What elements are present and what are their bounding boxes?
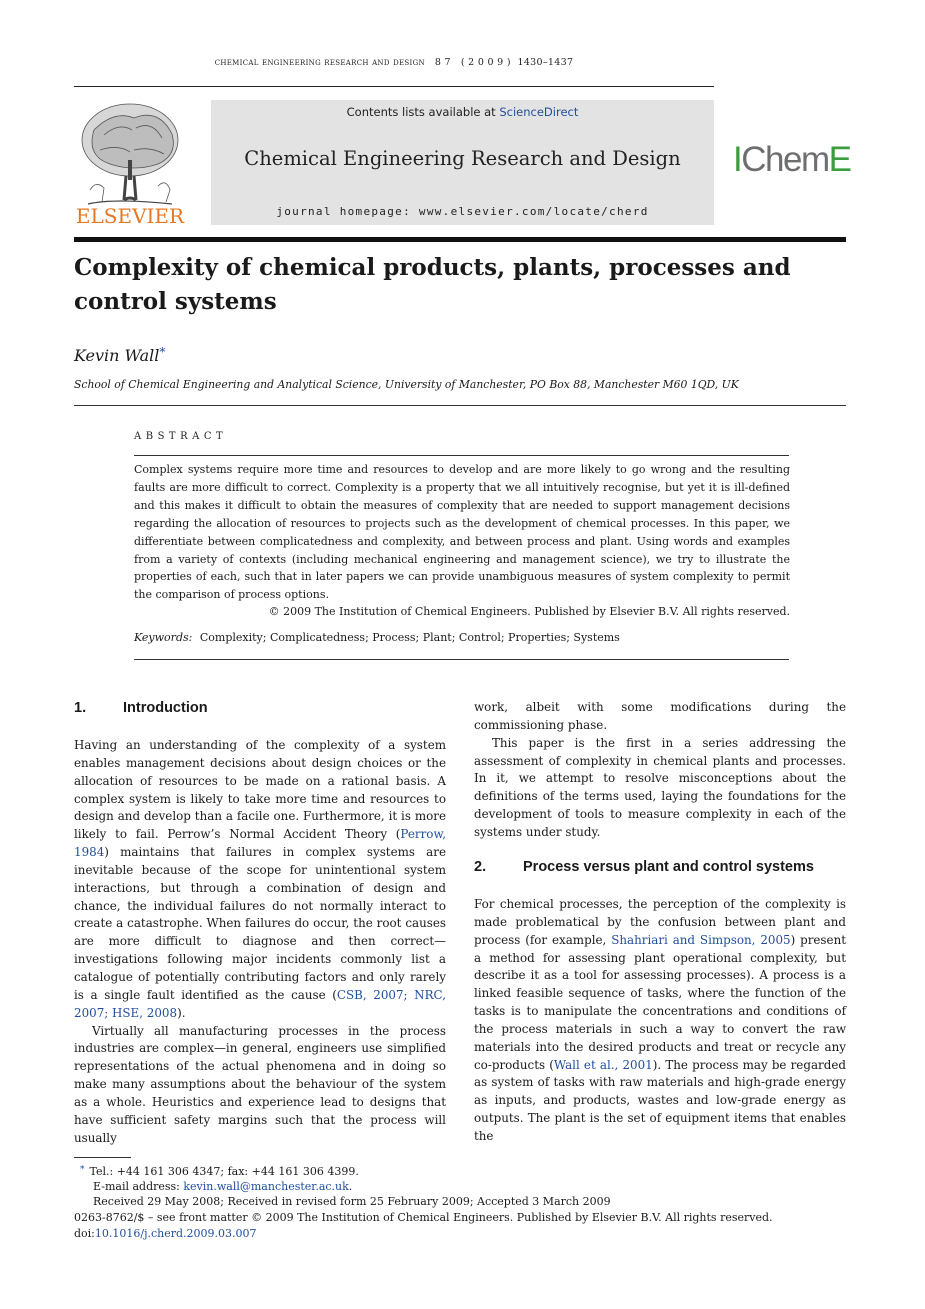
running-head-rule	[74, 86, 714, 87]
footnote-rule	[74, 1157, 131, 1158]
ref-perrow-1984[interactable]: Perrow, 1984	[74, 827, 446, 860]
author-footnote-mark[interactable]: *	[159, 345, 166, 359]
section-2-paragraph-1: For chemical processes, the perception of the complexity is made problematical by the confusion between plant and process (for example, Shahriari and Simpson, 2005) present a method for assessing plant operational complexity, but describe it as a tool for assessing processes). A process is a linked feasible sequence of tasks, where the function of the tasks is to manipulate the concentrations and conditions of the process materials in such a way to convert the raw materials into the desired products and treat or recycle any co-products (Wall et al., 2001). The process may be regarded as system of tasks with raw materials and high-grade energy as inputs, and products, wastes and low-grade energy as outputs. The plant is the set of equipment items that enables the	[474, 897, 847, 1143]
running-head-journal: chemical engineering research and design	[214, 57, 425, 68]
section-1-title: Introduction	[123, 700, 208, 716]
contents-line	[211, 105, 714, 119]
section-1-heading	[74, 700, 208, 716]
elsevier-tree-icon	[74, 100, 186, 226]
icheme-logo-i: I	[733, 140, 742, 179]
right-column-section-2	[474, 896, 846, 1146]
abstract-rule-bottom	[134, 659, 789, 660]
footnote-received-dates: Received 29 May 2008; Received in revised form 25 February 2009; Accepted 3 March 2009	[93, 1195, 611, 1208]
footnote-doi: doi:10.1016/j.cherd.2009.03.007	[74, 1227, 257, 1240]
icheme-logo[interactable]	[733, 142, 850, 177]
footnote-mark: *	[80, 1165, 85, 1175]
section-2-heading	[474, 859, 814, 875]
intro-paragraph-2: Virtually all manufacturing processes in the process industries are complex—in general, engineers use simplified representations of the actual phenomena and in doing so make many assumptions about the behaviour of the system as a whole. Heuristics and experience lead to designs that have sufficient safety margins such that the process will usually	[74, 1023, 446, 1145]
email-link[interactable]: kevin.wall@manchester.ac.uk	[183, 1180, 349, 1193]
intro-paragraph-3: This paper is the first in a series addressing the assessment of complexity in chemical plants and processes. In it, we attempt to resolve misconceptions about the definitions of the terms used, laying the foundations for the development of tools to measure complexity in each of the systems under study.	[474, 735, 846, 839]
ref-shahriari-simpson-2005[interactable]: Shahriari and Simpson, 2005	[611, 932, 791, 947]
icheme-logo-e: E	[828, 140, 851, 179]
footnote-email: E-mail address: kevin.wall@manchester.ac.uk.	[93, 1180, 353, 1193]
running-head	[74, 57, 714, 68]
abstract-rule-top	[134, 455, 789, 456]
affiliation: School of Chemical Engineering and Analytical Science, University of Manchester, PO Box 88, Manchester M60 1QD, UK	[74, 378, 739, 391]
section-2-number: 2.	[474, 859, 487, 875]
keywords-list: Complexity; Complicatedness; Process; Plant; Control; Properties; Systems	[199, 631, 620, 644]
ref-csb-nrc-hse[interactable]: CSB, 2007; NRC, 2007; HSE, 2008	[74, 987, 446, 1020]
affiliation-rule	[74, 405, 846, 406]
intro-paragraph-1: Having an understanding of the complexity of a system enables management decisions about design choices or the allocation of resources to be made on a rational basis. A complex system is likely to take more time and resources to design and develop than a facile one. Furthermore, it is more likely to fail. Perrow’s Normal Accident Theory (Perrow, 1984) maintains that failures in complex systems are inevitable because of the scope for unintentional system interactions, but through a combination of design and chance, the individual failures do not normally interact to create a catastrophe. When failures do occur, the root causes are more difficult to diagnose and then correct—investigations following major incidents commonly list a catalogue of potentially contributing factors and only rarely is a single fault identified as the cause (CSB, 2007; NRC, 2007; HSE, 2008).	[74, 738, 446, 1020]
journal-banner	[211, 100, 714, 225]
right-column-top	[474, 699, 846, 842]
doi-link[interactable]: 10.1016/j.cherd.2009.03.007	[94, 1227, 257, 1240]
elsevier-logo[interactable]	[74, 100, 186, 226]
footnote-contact	[80, 1163, 359, 1180]
icheme-logo-chem: Chem	[741, 140, 829, 179]
elsevier-wordmark: ELSEVIER	[75, 204, 185, 226]
section-2-title: Process versus plant and control systems	[523, 859, 814, 875]
abstract-copyright: © 2009 The Institution of Chemical Engineers. Published by Elsevier B.V. All rights reserved.	[268, 605, 790, 618]
abstract-heading: ABSTRACT	[134, 431, 228, 442]
journal-homepage[interactable]: journal homepage: www.elsevier.com/locate/cherd	[276, 205, 649, 218]
contents-prefix: Contents lists available at	[346, 105, 500, 119]
running-head-volume: 8 7	[434, 57, 451, 68]
ref-wall-2001[interactable]: Wall et al., 2001	[553, 1057, 653, 1072]
keywords-label: Keywords:	[134, 631, 193, 644]
article-title: Complexity of chemical products, plants, processes and control systems	[74, 254, 791, 315]
left-column	[74, 737, 446, 1147]
author	[74, 345, 165, 365]
sciencedirect-link[interactable]: ScienceDirect	[499, 105, 579, 119]
footnote-tel: Tel.: +44 161 306 4347; fax: +44 161 306 4399.	[89, 1165, 359, 1178]
intro-paragraph-2-continued: work, albeit with some modifications during the commissioning phase.	[474, 700, 846, 732]
running-head-year: ( 2 0 0 9 )	[460, 57, 511, 68]
masthead-rule	[74, 237, 846, 242]
footnote-issn: 0263-8762/$ – see front matter © 2009 The Institution of Chemical Engineers. Published by Elsevier B.V. All rights reserved.	[74, 1211, 773, 1224]
section-1-number: 1.	[74, 700, 87, 716]
journal-title[interactable]: Chemical Engineering Research and Design	[244, 147, 681, 170]
author-name[interactable]: Kevin Wall	[74, 346, 160, 365]
abstract-text: Complex systems require more time and resources to develop and are more likely to go wrong and the resulting faults are more difficult to correct. Complexity is a property that we all intuitively recognise, but yet it is ill-defined and this makes it difficult to obtain the measures of complexity that are needed to support management decisions regarding the allocation of resources to projects such as the development of chemical processes. In this paper, we differentiate between complicatedness and complexity, and between process and plant. Using words and examples from a variety of contexts (including mechanical engineering and management science), we try to illustrate the properties of each, such that in later papers we can provide unambiguous measures of system complexity to permit the comparison of process options.	[134, 463, 790, 602]
keywords	[134, 631, 620, 644]
running-head-pages: 1430–1437	[517, 57, 574, 68]
